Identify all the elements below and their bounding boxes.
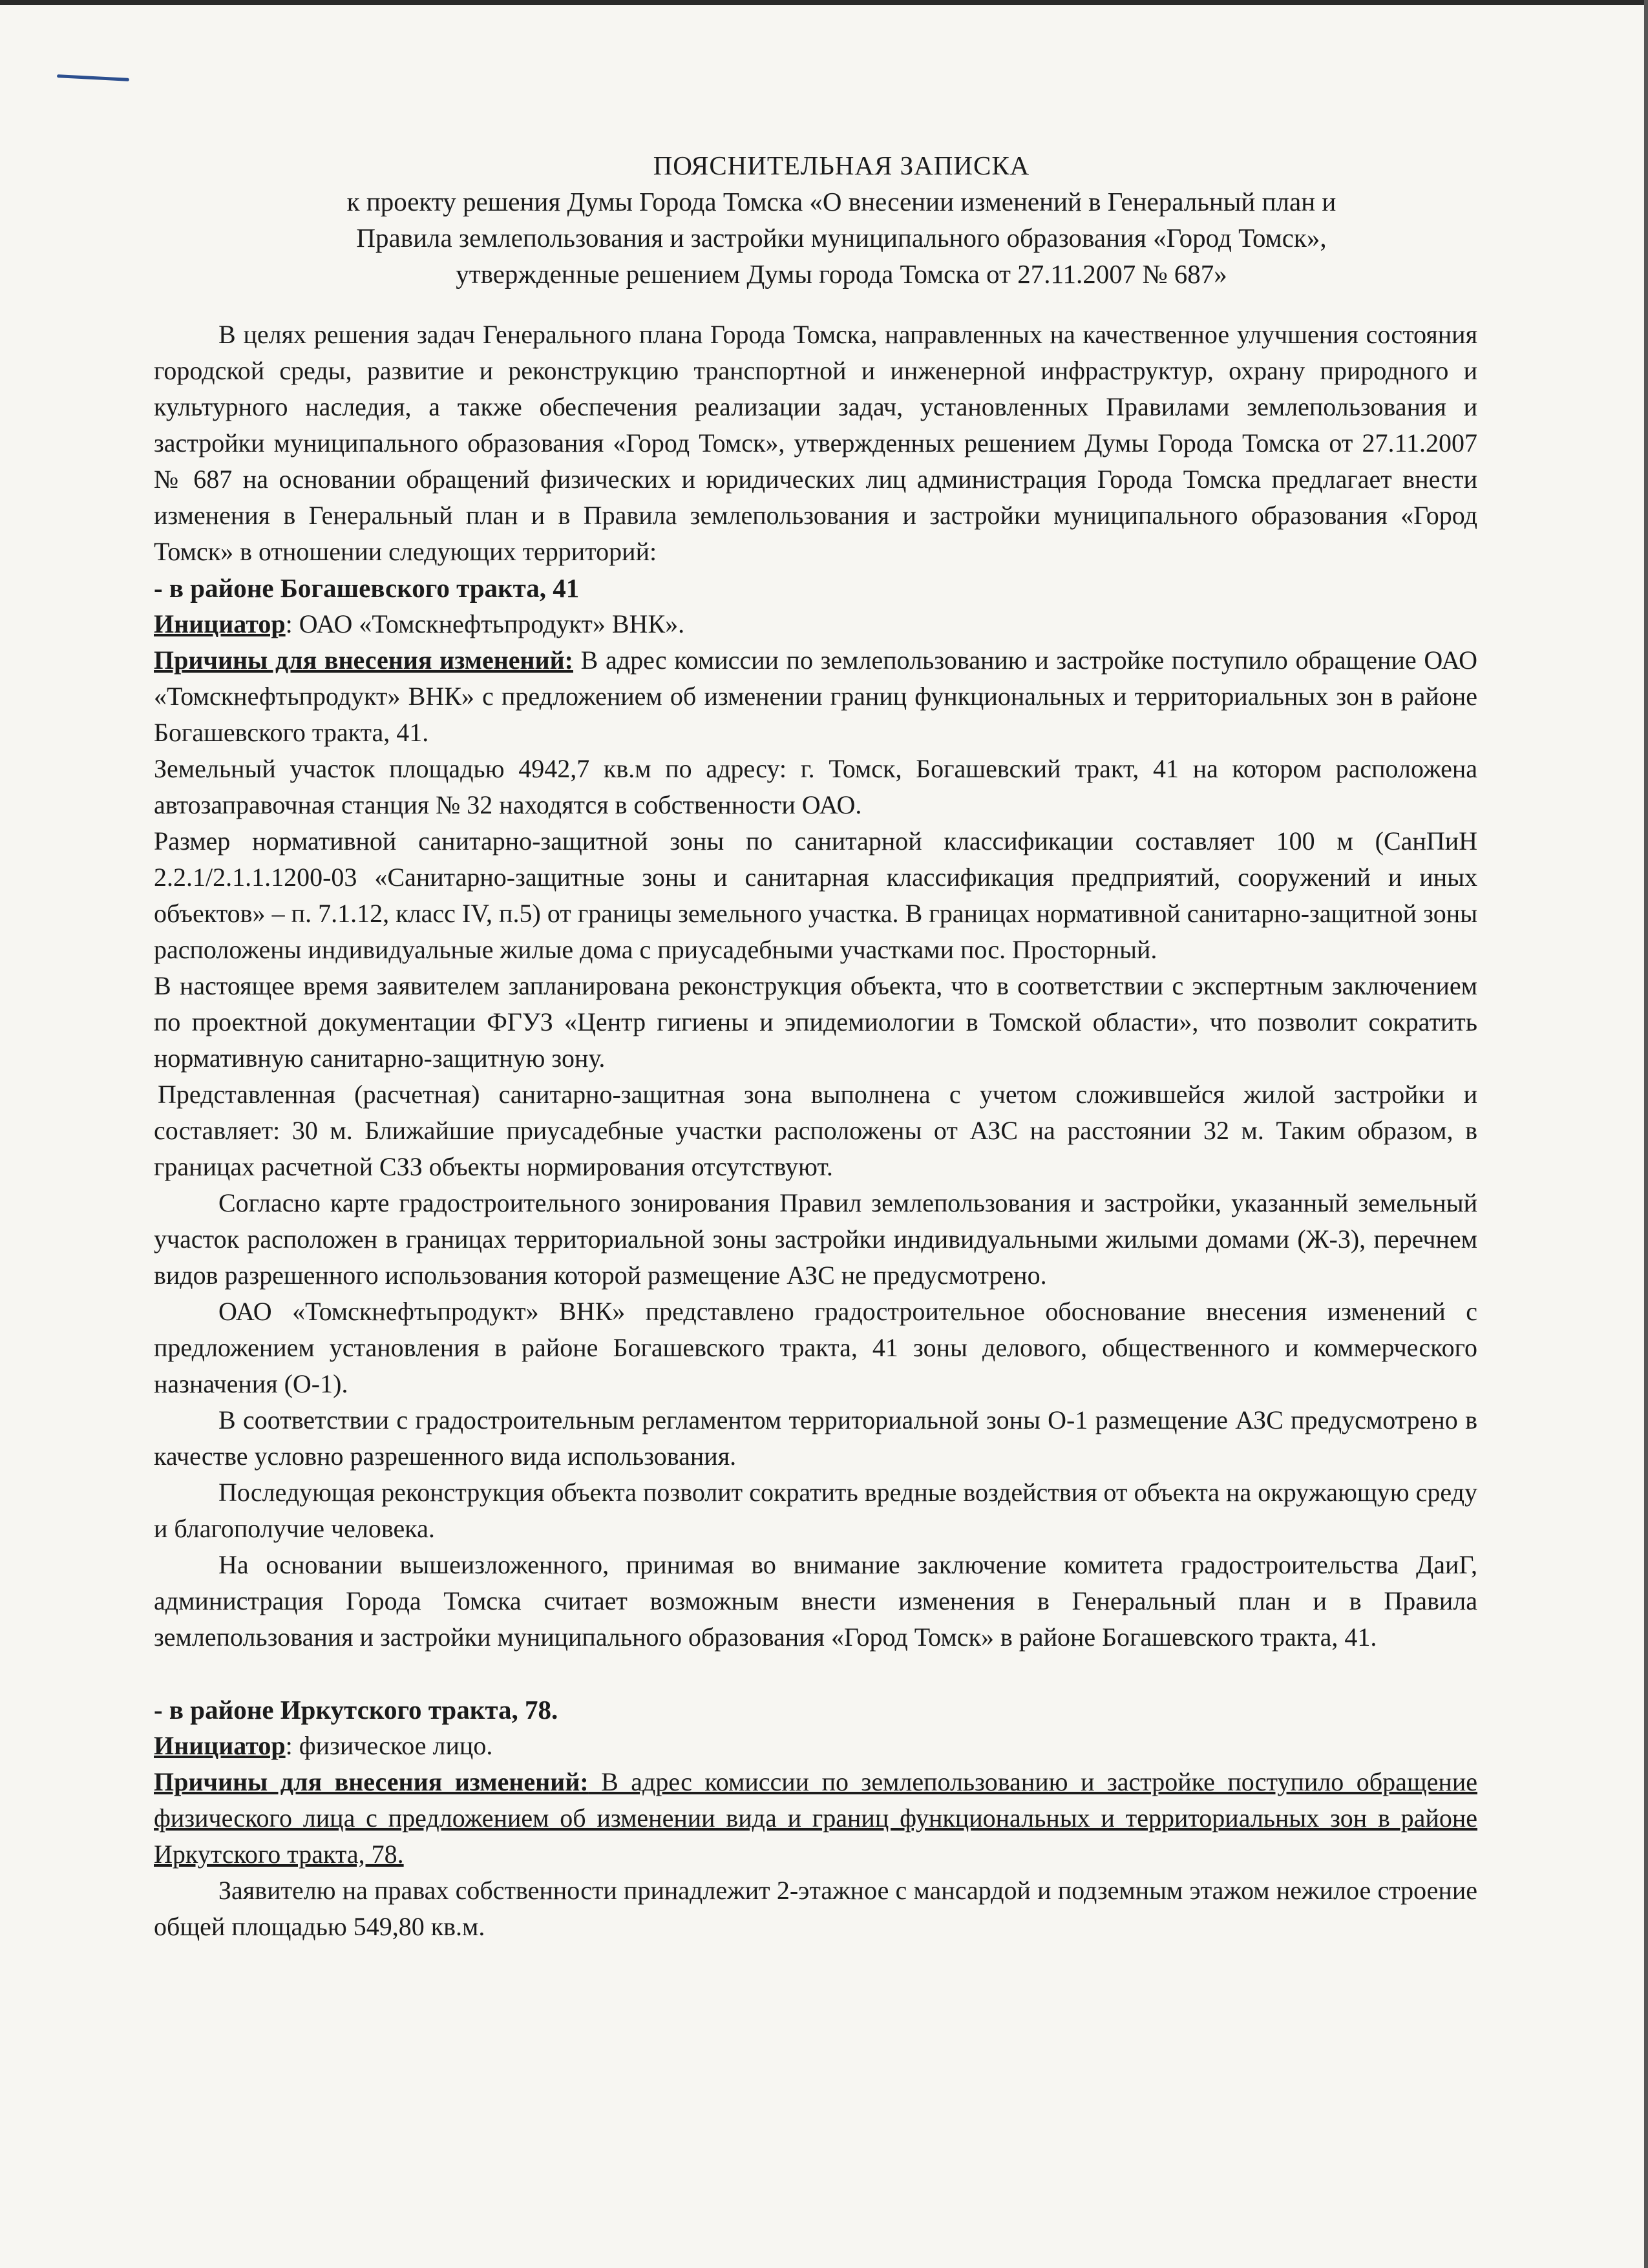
title-line-1: к проекту решения Думы Города Томска «О внесении изменений в Генеральный план и xyxy=(346,187,1336,216)
site-1-paragraph-1: Земельный участок площадью 4942,7 кв.м по адресу: г. Томск, Богашевский тракт, 41 на котором расположена автозаправочная станция № 32 находятся в собственности ОАО. xyxy=(154,754,1477,819)
pen-mark xyxy=(57,74,129,81)
site-1-title: - в районе Богашевского тракта, 41 xyxy=(154,573,580,603)
site-1-paragraph-9: На основании вышеизложенного, принимая во внимание заключение комитета градостроительства ДаиГ, администрация Города Томска считает возможным внести изменения в Генеральный план и в Правила землепользования и застройки муниципального образования «Город Томск» в районе Богашевского тракта, 41. xyxy=(154,1550,1477,1652)
site-2-title: - в районе Иркутского тракта, 78. xyxy=(154,1695,558,1725)
scan-edge-top xyxy=(0,0,1648,5)
scan-edge-right xyxy=(1644,0,1648,2268)
site-1-reasons xyxy=(154,642,1477,751)
reasons-text: В адрес комиссии по землепользованию и застройке поступило обращение ОАО «Томскнефтьпродукт» ВНК» с предложением об изменении границ функциональных и территориальных зон в районе Богашевского тракта, 41. xyxy=(154,646,1477,747)
title-line-3: утвержденные решением Думы города Томска от 27.11.2007 № 687» xyxy=(456,259,1227,289)
site-1-paragraph-8: Последующая реконструкция объекта позволит сократить вредные воздействия от объекта на окружающую среду и благополучие человека. xyxy=(154,1478,1477,1543)
site-1-paragraph-5: Согласно карте градостроительного зонирования Правил землепользования и застройки, указанный земельный участок расположен в границах территориальной зоны застройки индивидуальными жилыми домами (Ж-3), перечнем видов разрешенного использования которой размещение АЗС не предусмотрено. xyxy=(154,1188,1477,1290)
site-1-paragraph-3: В настоящее время заявителем запланирована реконструкция объекта, что в соответствии с экспертным заключением по проектной документации ФГУЗ «Центр гигиены и эпидемиологии в Томской области», что позволит сократить нормативную санитарно-защитную зону. xyxy=(154,971,1477,1073)
initiator-label: Инициатор xyxy=(154,1731,286,1760)
site-2-initiator xyxy=(154,1728,1477,1764)
site-1-paragraph-4: Представленная (расчетная) санитарно-защитная зона выполнена с учетом сложившейся жилой застройки и составляет: 30 м. Ближайшие приусадебные участки расположены от АЗС на расстоянии 32 м. Таким образом, в границах расчетной СЗЗ объекты нормирования отсутствуют. xyxy=(154,1080,1477,1181)
initiator-value: : ОАО «Томскнефтьпродукт» ВНК». xyxy=(285,609,685,638)
reasons-label: Причины для внесения изменений: xyxy=(154,1767,589,1796)
site-section-1 xyxy=(154,570,1477,1655)
site-1-paragraph-7: В соответствии с градостроительным регламентом территориальной зоны О-1 размещение АЗС предусмотрено в качестве условно разрешенного вида использования. xyxy=(154,1405,1477,1471)
site-2-reasons xyxy=(154,1764,1477,1873)
initiator-label: Инициатор xyxy=(154,609,286,638)
intro-paragraph: В целях решения задач Генерального плана Города Томска, направленных на качественное улучшения состояния городской среды, развитие и реконструкцию транспортной и инженерной инфраструктур, охрану природного и культурного наследия, а также обеспечения реализации задач, установленных Правилами землепользования и застройки муниципального образования «Город Томск», утвержденных решением Думы Города Томска от 27.11.2007 № 687 на основании обращений физических и юридических лиц администрация Города Томска предлагает внести изменения в Генеральный план и в Правила землепользования и застройки муниципального образования «Город Томск» в отношении следующих территорий: xyxy=(154,320,1477,566)
site-1-paragraph-2: Размер нормативной санитарно-защитной зоны по санитарной классификации составляет 100 м (СанПиН 2.2.1/2.1.1.1200-03 «Санитарно-защитные зоны и санитарная классификация предприятий, сооружений и иных объектов» – п. 7.1.12, класс IV, п.5) от границы земельного участка. В границах нормативной санитарно-защитной зоны расположены индивидуальные жилые дома с приусадебными участками пос. Просторный. xyxy=(154,826,1477,964)
initiator-value: : физическое лицо. xyxy=(285,1731,493,1760)
document-body xyxy=(154,147,1477,1945)
reasons-text: В адрес комиссии по землепользованию и застройке поступило обращение физического лица с предложением об изменении вида и границ функциональных и территориальных зон в районе Иркутского тракта, 78. xyxy=(154,1767,1477,1869)
title-line-2: Правила землепользования и застройки муниципального образования «Город Томск», xyxy=(356,223,1327,253)
site-2-paragraph-1: Заявителю на правах собственности принадлежит 2-этажное с мансардой и подземным этажом нежилое строение общей площадью 549,80 кв.м. xyxy=(154,1876,1477,1941)
document-title xyxy=(206,147,1477,292)
site-1-initiator xyxy=(154,606,1477,642)
title-heading: ПОЯСНИТЕЛЬНАЯ ЗАПИСКА xyxy=(653,151,1030,180)
reasons-label: Причины для внесения изменений: xyxy=(154,646,573,675)
site-section-2 xyxy=(154,1692,1477,1945)
site-1-paragraph-6: ОАО «Томскнефтьпродукт» ВНК» представлено градостроительное обоснование внесения изменений с предложением установления в районе Богашевского тракта, 41 зоны делового, общественного и коммерческого назначения (О-1). xyxy=(154,1297,1477,1398)
